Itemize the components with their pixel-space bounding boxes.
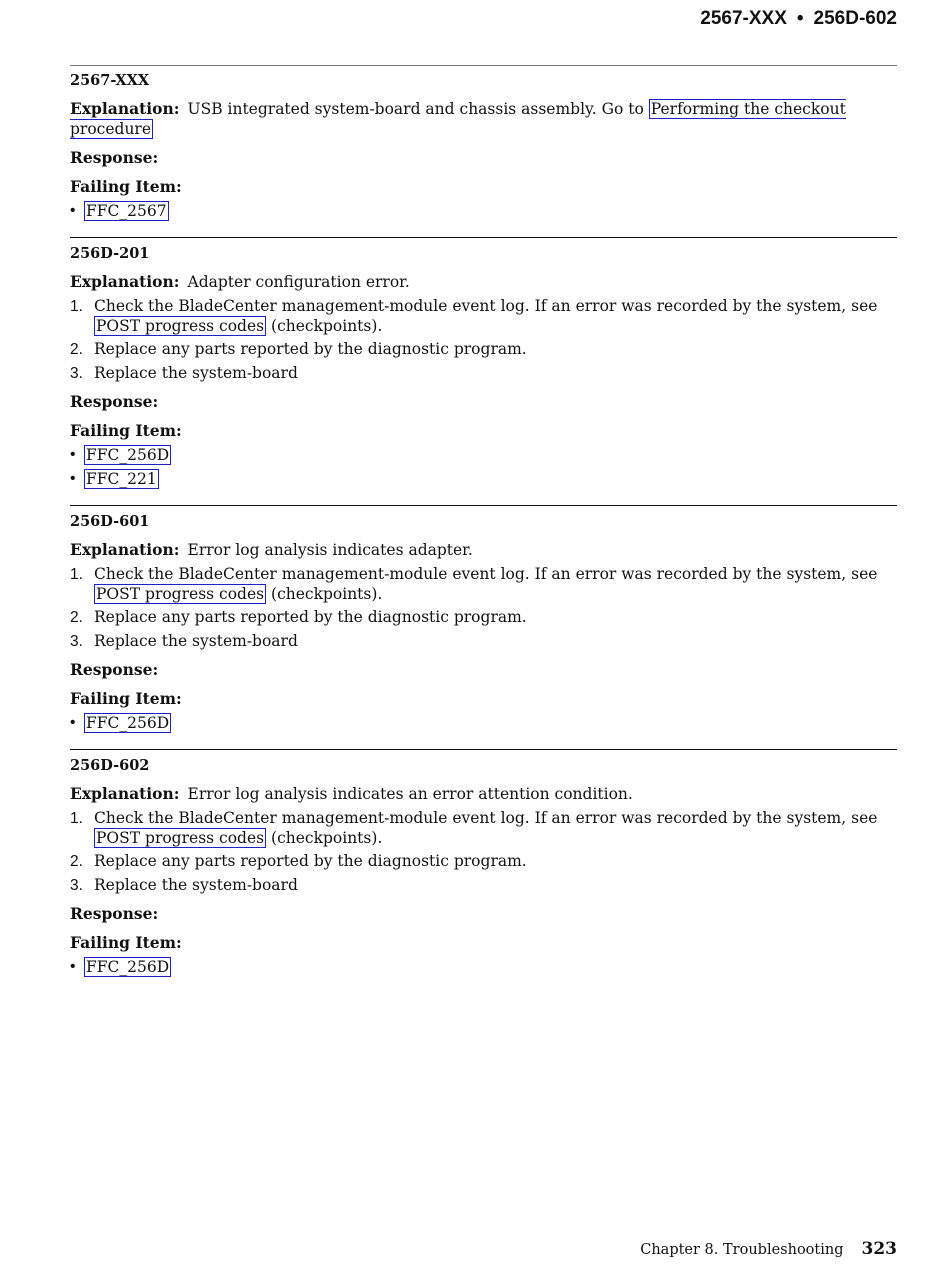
explanation-label: Explanation:	[70, 540, 180, 559]
bullet: •	[70, 714, 76, 731]
step-text: Replace any parts reported by the diagnostic program.	[94, 608, 527, 626]
document-body	[70, 71, 897, 993]
step-item	[70, 876, 897, 896]
step-number: 3.	[70, 876, 83, 894]
step-number: 2.	[70, 609, 83, 626]
response-label: Response:	[70, 904, 159, 923]
bullet: •	[70, 958, 76, 975]
bullet: •	[70, 470, 76, 487]
post-progress-codes-link[interactable]: POST progress codes	[96, 316, 265, 335]
procedure-steps	[70, 809, 897, 895]
error-entry-256d-602	[70, 749, 897, 993]
response-label: Response:	[70, 392, 159, 411]
header-range-start: 2567-XXX	[700, 8, 787, 29]
failing-item-list	[70, 201, 897, 221]
failing-item-label: Failing Item:	[70, 177, 182, 196]
footer-chapter: Chapter 8. Troubleshooting	[640, 1242, 844, 1258]
explanation-label: Explanation:	[70, 99, 180, 118]
step-item	[70, 565, 897, 604]
list-item	[70, 713, 897, 733]
procedure-steps	[70, 565, 897, 651]
explanation	[70, 784, 897, 804]
step-number: 1.	[70, 810, 83, 827]
explanation	[70, 540, 897, 560]
step-text: Replace the system-board	[94, 875, 298, 894]
error-code: 256D-201	[70, 245, 150, 262]
failing-item-label: Failing Item:	[70, 421, 182, 440]
response	[70, 904, 897, 924]
list-item	[70, 201, 897, 221]
step-text: Replace the system-board	[94, 631, 298, 650]
failing-item-list	[70, 713, 897, 733]
failing-item-heading	[70, 933, 897, 953]
explanation-text: Adapter configuration error.	[187, 273, 410, 291]
step-number: 2.	[70, 341, 83, 358]
explanation	[70, 99, 897, 139]
error-entry-256d-201	[70, 237, 897, 505]
failing-item-list	[70, 957, 897, 977]
ffc-link[interactable]: FFC_256D	[86, 446, 170, 464]
post-progress-codes-link[interactable]: POST progress codes	[96, 828, 265, 847]
failing-item-label: Failing Item:	[70, 689, 182, 708]
failing-item-heading	[70, 177, 897, 197]
error-entry-256d-601	[70, 505, 897, 749]
step-item	[70, 809, 897, 848]
response	[70, 148, 897, 168]
step-item	[70, 297, 897, 336]
step-number: 3.	[70, 632, 83, 650]
ffc-link[interactable]: FFC_2567	[86, 202, 167, 220]
response	[70, 660, 897, 680]
bullet: •	[70, 202, 76, 219]
explanation-label: Explanation:	[70, 272, 180, 291]
step-number: 1.	[70, 298, 83, 315]
step-item	[70, 340, 897, 360]
explanation	[70, 272, 897, 292]
response	[70, 392, 897, 412]
step-item	[70, 608, 897, 628]
list-item	[70, 445, 897, 465]
header-divider	[70, 65, 897, 66]
explanation-label: Explanation:	[70, 784, 180, 803]
running-header	[700, 8, 897, 30]
response-label: Response:	[70, 148, 159, 167]
response-label: Response:	[70, 660, 159, 679]
ffc-link[interactable]: FFC_221	[86, 470, 157, 488]
step-number: 1.	[70, 566, 83, 583]
step-text: Replace the system-board	[94, 363, 298, 382]
error-code: 256D-601	[70, 513, 150, 530]
error-code: 2567-XXX	[70, 72, 150, 89]
list-item	[70, 469, 897, 489]
explanation-text: USB integrated system-board and chassis assembly. Go to	[187, 100, 649, 118]
explanation-text: Error log analysis indicates an error attention condition.	[187, 785, 633, 803]
step-suffix: (checkpoints).	[266, 316, 383, 335]
failing-item-heading	[70, 421, 897, 441]
post-progress-codes-link[interactable]: POST progress codes	[96, 584, 265, 603]
explanation-text: Error log analysis indicates adapter.	[187, 541, 473, 559]
step-item	[70, 852, 897, 872]
list-item	[70, 957, 897, 977]
failing-item-list	[70, 445, 897, 489]
step-number: 3.	[70, 364, 83, 382]
step-text: Replace any parts reported by the diagnostic program.	[94, 852, 527, 870]
step-number: 2.	[70, 853, 83, 870]
step-text: Check the BladeCenter management-module event log. If an error was recorded by the system, see	[94, 565, 878, 583]
step-item	[70, 632, 897, 652]
checkout-procedure-link[interactable]: Performing the checkout procedure	[70, 100, 846, 138]
ffc-link[interactable]: FFC_256D	[86, 958, 170, 976]
failing-item-label: Failing Item:	[70, 933, 182, 952]
error-entry-2567-xxx	[70, 71, 897, 237]
page-number: 323	[861, 1239, 897, 1259]
ffc-link[interactable]: FFC_256D	[86, 714, 170, 732]
procedure-steps	[70, 297, 897, 383]
error-code: 256D-602	[70, 757, 150, 774]
step-text: Check the BladeCenter management-module event log. If an error was recorded by the system, see	[94, 809, 878, 827]
failing-item-heading	[70, 689, 897, 709]
header-separator: •	[796, 8, 804, 29]
step-item	[70, 364, 897, 384]
step-suffix: (checkpoints).	[266, 584, 383, 603]
step-suffix: (checkpoints).	[266, 828, 383, 847]
page-footer	[640, 1239, 897, 1259]
header-range-end: 256D-602	[813, 8, 897, 29]
step-text: Check the BladeCenter management-module event log. If an error was recorded by the system, see	[94, 297, 878, 315]
bullet: •	[70, 446, 76, 463]
step-text: Replace any parts reported by the diagnostic program.	[94, 340, 527, 358]
